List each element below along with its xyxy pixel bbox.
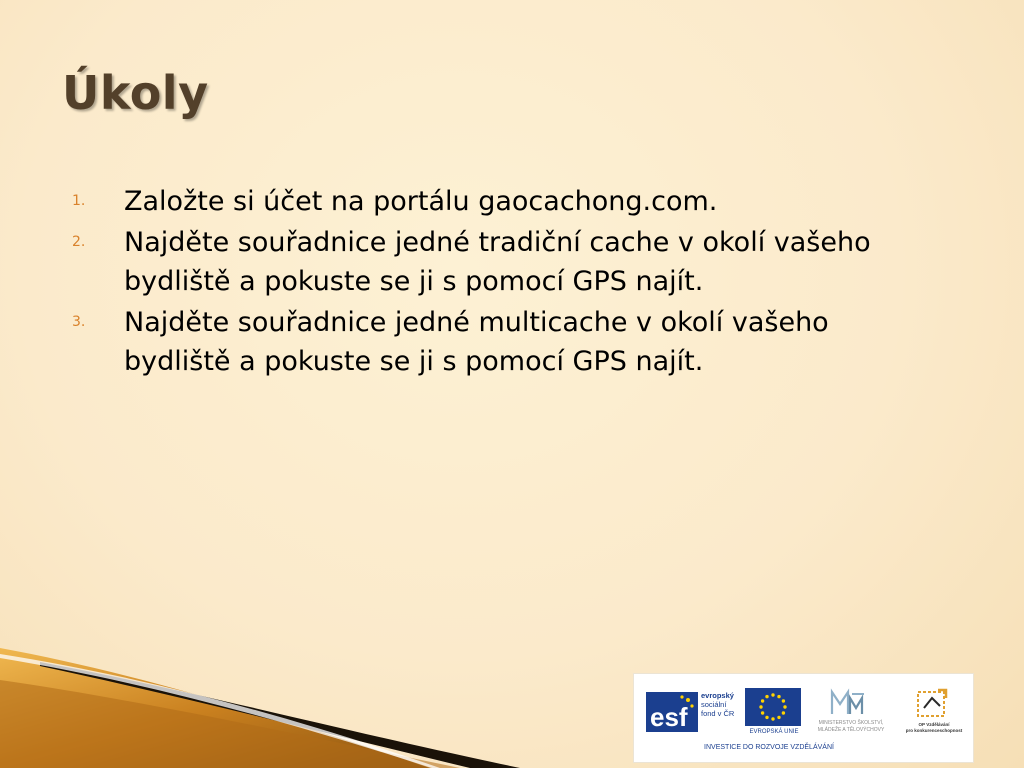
op-label — [898, 722, 970, 734]
list-item-text: Najděte souřadnice jedné tradiční cache v okolí vašeho bydliště a pokuste se ji s pomocí GPS najít. — [124, 227, 871, 297]
svg-text:esf: esf — [650, 702, 688, 732]
list-item-number: 3. — [72, 314, 86, 330]
list-item-number: 2. — [72, 234, 86, 250]
msmt-logo-icon — [828, 688, 868, 718]
list-item — [72, 182, 872, 221]
msmt-label — [806, 720, 896, 734]
eu-flag-icon — [745, 688, 801, 726]
esf-label-line: fond v ČR — [701, 709, 735, 718]
list-item — [72, 303, 872, 381]
esf-label-line: sociální — [701, 700, 727, 709]
investment-tagline: INVESTICE DO ROZVOJE VZDĚLÁVÁNÍ — [704, 744, 834, 751]
list-item-text: Založte si účet na portálu gaocachong.com. — [124, 186, 718, 217]
eu-label: EVROPSKÁ UNIE — [749, 729, 799, 735]
task-list — [72, 182, 872, 383]
list-item-number: 1. — [72, 193, 86, 209]
esf-label-line: evropský — [701, 691, 734, 700]
msmt-label-line: MINISTERSTVO ŠKOLSTVÍ, — [818, 720, 884, 726]
msmt-label-line: MLÁDEŽE A TĚLOVÝCHOVY — [817, 727, 885, 733]
list-item-text: Najděte souřadnice jedné multicache v okolí vašeho bydliště a pokuste se ji s pomocí GPS najít. — [124, 307, 829, 377]
slide-title: Úkoly — [62, 66, 209, 120]
op-logo-icon — [914, 686, 950, 720]
esf-label — [701, 691, 734, 718]
sponsor-logos-banner — [633, 673, 974, 763]
list-item — [72, 223, 872, 301]
decorative-swoosh — [0, 640, 600, 768]
esf-logo-icon — [646, 688, 698, 736]
op-label-line: OP Vzdělávání — [918, 722, 950, 727]
op-label-line: pro konkurenceschopnost — [905, 728, 963, 733]
